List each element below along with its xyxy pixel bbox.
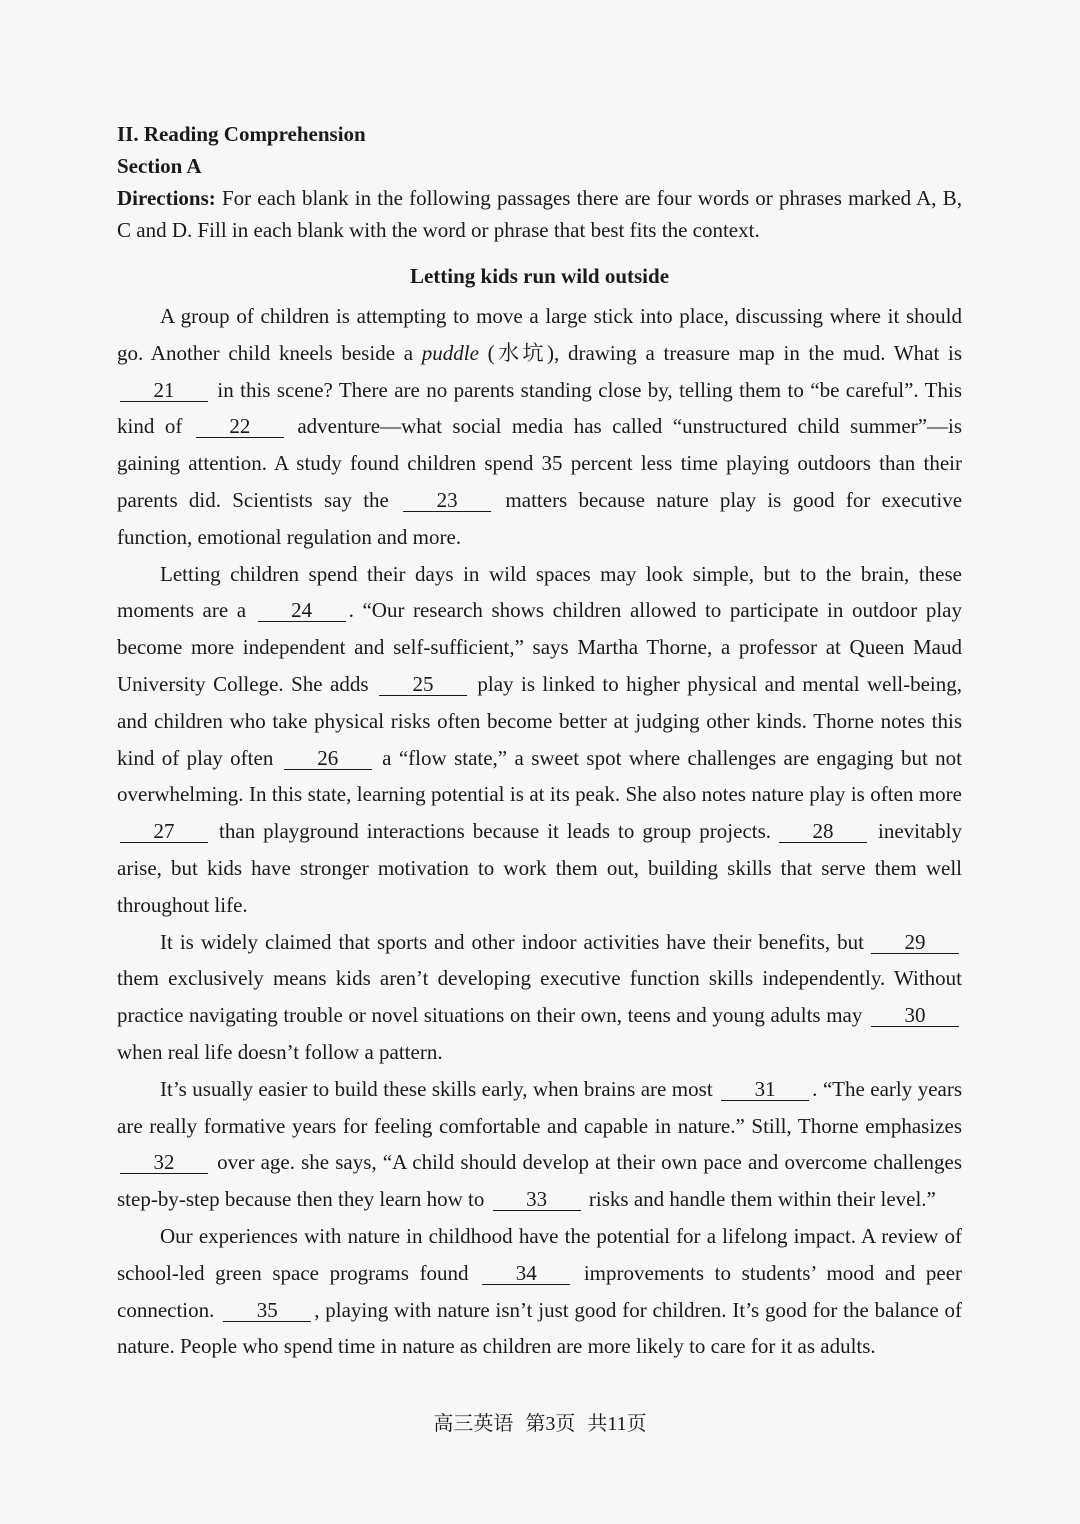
blank-23[interactable]: 23 [403, 489, 491, 512]
blank-24[interactable]: 24 [258, 599, 346, 622]
blank-35[interactable]: 35 [223, 1299, 311, 1322]
exam-page [117, 118, 962, 1365]
page-footer [0, 1410, 1080, 1438]
passage-title: Letting kids run wild outside [409, 264, 670, 288]
directions-label: Directions: [117, 186, 216, 210]
blank-26[interactable]: 26 [284, 747, 372, 770]
footer-page: 第3页 [525, 1413, 576, 1435]
section-subheading: Section A [117, 154, 202, 178]
blank-27[interactable]: 27 [120, 820, 208, 843]
blank-33[interactable]: 33 [493, 1188, 581, 1211]
paragraph-2: Letting children spend their days in wild spaces may look simple, but to the brain, these moments are a 24 . “Our research shows children allowed to participate in outdoor play become more independent and self-sufficient,” says Martha Thorne, a professor at Queen Maud University College. She adds 25 play is linked to higher physical and mental well-being, and children who take physical risks often become better at judging other kinds. Thorne notes this kind of play often 26 a “flow state,” a sweet spot where challenges are engaging but not overwhelming. In this state, learning potential is at its peak. She also notes nature play is often more 27 than playground interactions because it leads to group projects. 28 inevitably arise, but kids have stronger motivation to work them out, building skills that serve them well throughout life. [117, 561, 963, 917]
directions-text: For each blank in the following passages there are four words or phrases marked A, B, C and D. Fill in each blank with the word or phrase that best fits the context. [117, 186, 962, 242]
footer-total: 共11页 [587, 1413, 647, 1435]
blank-30[interactable]: 30 [871, 1004, 959, 1027]
paragraph-5: Our experiences with nature in childhood have the potential for a lifelong impact. A review of school-led green space programs found 34 improvements to students’ mood and peer connection. 35 , playing with nature isn’t just good for children. It’s good for the balance of nature. People who spend time in nature as children are more likely to care for it as adults. [117, 1223, 963, 1359]
blank-28[interactable]: 28 [779, 820, 867, 843]
blank-31[interactable]: 31 [721, 1078, 809, 1101]
blank-22[interactable]: 22 [196, 415, 284, 438]
section-heading: II. Reading Comprehension [117, 122, 366, 146]
footer-subject: 高三英语 [433, 1413, 514, 1435]
blank-32[interactable]: 32 [120, 1151, 208, 1174]
directions [117, 182, 962, 246]
blank-25[interactable]: 25 [379, 673, 467, 696]
paragraph-3: It is widely claimed that sports and other indoor activities have their benefits, but 29 them exclusively means kids aren’t developing executive function skills independently. Without practice navigating trouble or novel situations on their own, teens and young adults may 30 when real life doesn’t follow a pattern. [117, 929, 962, 1064]
blank-29[interactable]: 29 [871, 931, 959, 954]
blank-34[interactable]: 34 [482, 1262, 570, 1285]
paragraph-1: A group of children is attempting to move a large stick into place, discussing where it should go. Another child kneels beside a puddle (水坑), drawing a treasure map in the mud. What is 21 in this scene? There are no parents standing close by, telling them to “be careful”. This kind of 22 adventure—what social media has called “unstructured child summer”—is gaining attention. A study found children spend 35 percent less time playing outdoors than their parents did. Scientists say the 23 matters because nature play is good for executive function, emotional regulation and more. [117, 304, 963, 549]
blank-21[interactable]: 21 [120, 379, 208, 402]
paragraph-4: It’s usually easier to build these skills early, when brains are most 31 . “The early years are really formative years for feeling comfortable and capable in nature.” Still, Thorne emphasizes 32 over age. she says, “A child should develop at their own pace and overcome challenges step-by-step because then they learn how to 33 risks and handle them within their level.” [117, 1076, 962, 1212]
puddle-term: puddle [421, 340, 479, 365]
